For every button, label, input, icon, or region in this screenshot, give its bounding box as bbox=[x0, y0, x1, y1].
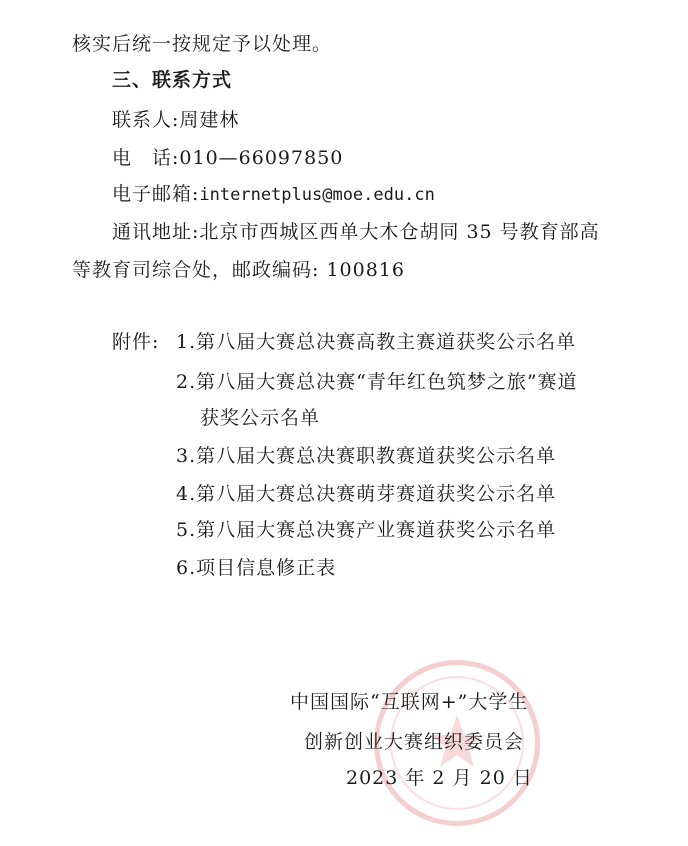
attachment-item-2-continued: 获奖公示名单 bbox=[200, 407, 321, 429]
signature-org-line1: 中国国际“互联网+”大学生 bbox=[290, 691, 529, 713]
contact-phone-number: 010—66097850 bbox=[179, 147, 344, 169]
contact-address-line1: 北京市西城区西单大木仓胡同 35 号教育部高 bbox=[199, 221, 600, 243]
contact-address-line2: 等教育司综合处，邮政编码: 100816 bbox=[72, 259, 405, 281]
contact-phone bbox=[112, 146, 343, 170]
attachment-item-1: 1.第八届大赛总决赛高教主赛道获奖公示名单 bbox=[176, 331, 577, 353]
attachments-label: 附件: bbox=[112, 331, 160, 353]
contact-phone-label: 电 话: bbox=[112, 147, 180, 169]
paragraph-ending: 核实后统一按规定予以处理。 bbox=[72, 33, 333, 55]
signature-date: 2023 年 2 月 20 日 bbox=[346, 767, 533, 789]
section-heading-contact: 三、联系方式 bbox=[112, 69, 233, 91]
contact-address bbox=[112, 220, 600, 244]
attachment-item-3: 3.第八届大赛总决赛职教赛道获奖公示名单 bbox=[176, 445, 557, 467]
contact-email bbox=[112, 182, 435, 207]
contact-person-label: 联系人: bbox=[112, 109, 180, 131]
contact-email-address[interactable]: internetplus@moe.edu.cn bbox=[199, 185, 435, 205]
contact-email-label: 电子邮箱: bbox=[112, 183, 200, 205]
contact-person-name: 周建林 bbox=[179, 109, 240, 131]
signature-org-line2: 创新创业大赛组织委员会 bbox=[304, 731, 525, 753]
contact-address-label: 通讯地址: bbox=[112, 221, 200, 243]
attachment-item-6: 6.项目信息修正表 bbox=[176, 557, 337, 579]
attachment-item-4: 4.第八届大赛总决赛萌芽赛道获奖公示名单 bbox=[176, 483, 557, 505]
attachment-item-2: 2.第八届大赛总决赛“青年红色筑梦之旅”赛道 bbox=[176, 371, 578, 393]
contact-person bbox=[112, 108, 239, 132]
attachment-item-5: 5.第八届大赛总决赛产业赛道获奖公示名单 bbox=[176, 519, 557, 541]
